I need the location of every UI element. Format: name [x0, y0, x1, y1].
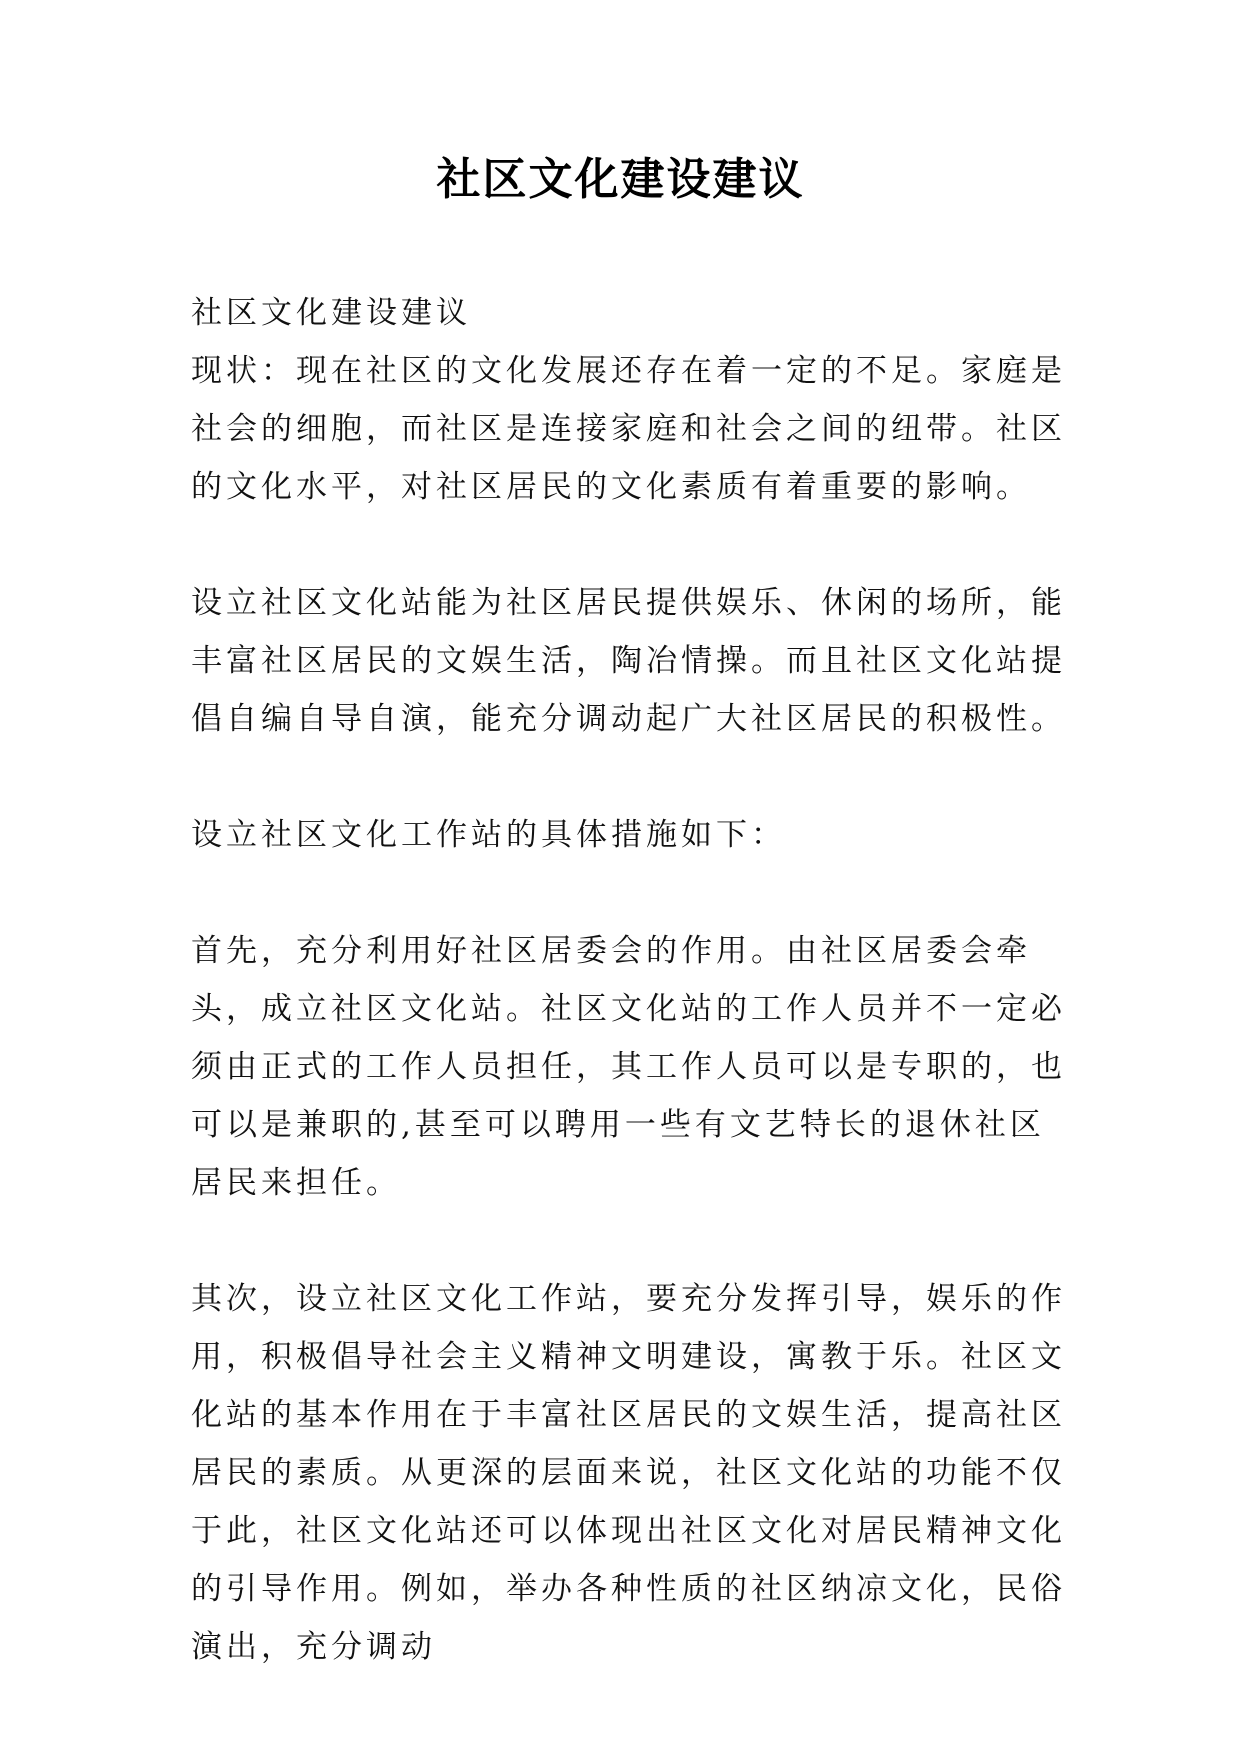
paragraph-measures-intro: 设立社区文化工作站的具体措施如下：	[191, 817, 786, 853]
paragraph-subtitle: 社区文化建设建议	[191, 295, 471, 331]
paragraph-status: 现状：现在社区的文化发展还存在着一定的不足。家庭是社会的细胞，而社区是连接家庭和社会之间的纽带。社区的文化水平，对社区居民的文化素质有着重要的影响。	[191, 353, 1066, 505]
paragraph-second-measure: 其次，设立社区文化工作站，要充分发挥引导，娱乐的作用，积极倡导社会主义精神文明建设，寓教于乐。社区文化站的基本作用在于丰富社区居民的文娱生活，提高社区居民的素质。从更深的层面来说，社区文化站的功能不仅于此，社区文化站还可以体现出社区文化对居民精神文化的引导作用。例如，举办各种性质的社区纳凉文化，民俗演出，充分调动	[191, 1281, 1066, 1665]
document-title: 社区文化建设建议	[436, 154, 805, 205]
paragraph-culture-station: 设立社区文化站能为社区居民提供娱乐、休闲的场所，能丰富社区居民的文娱生活，陶冶情操。而且社区文化站提倡自编自导自演，能充分调动起广大社区居民的积极性。	[191, 585, 1066, 737]
paragraph-first-measure: 首先，充分利用好社区居委会的作用。由社区居委会牵头，成立社区文化站。社区文化站的工作人员并不一定必须由正式的工作人员担任，其工作人员可以是专职的，也可以是兼职的,甚至可以聘用一些有文艺特长的退休社区居民来担任。	[191, 933, 1066, 1201]
document-body	[191, 284, 1071, 1676]
